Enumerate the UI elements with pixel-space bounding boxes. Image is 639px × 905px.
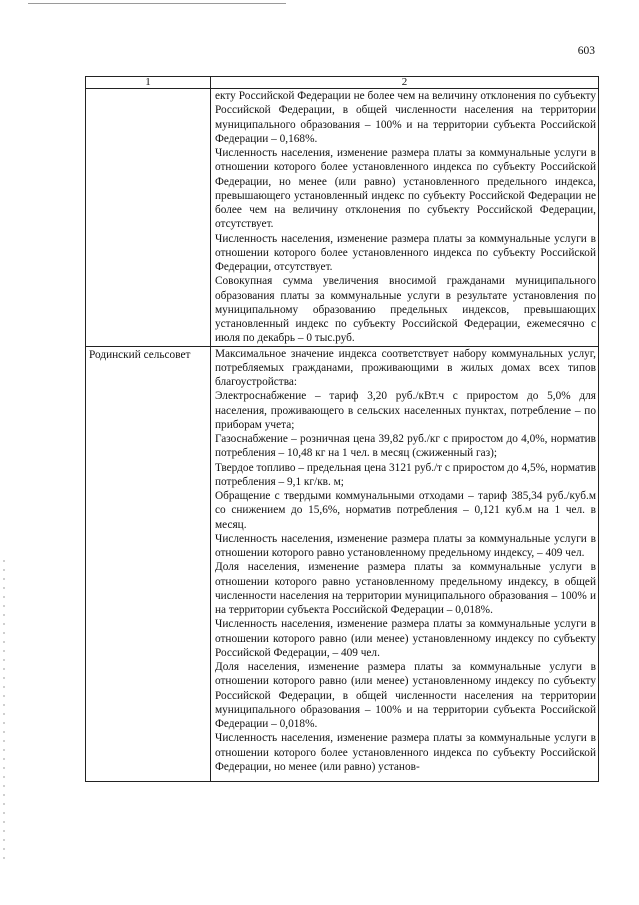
paragraph: Совокупная сумма увеличения вносимой гражданами муниципального образования платы за коммунальные услуги в результате установления по муниципальному образованию предельных индексов, превышающих установленный индекс по субъекту Российской Федерации, ежемесячно с июля по декабрь – 0 тыс.руб. xyxy=(215,275,596,345)
paragraph: Численность населения, изменение размера платы за коммунальные услуги в отношении которого более установленного индекса по субъекту Российской Федерации, отсутствует. xyxy=(215,232,596,273)
header-cell-1: 1 xyxy=(86,77,211,89)
table-row xyxy=(86,89,599,347)
row-content xyxy=(211,346,599,782)
paragraph: Численность населения, изменение размера платы за коммунальные услуги в отношении которого более установленного индекса по субъекту Российской Федерации, но менее (или равно) установленного предельного индекса, превышающего установленный индекс по субъекту Российской Федерации не более чем на величину отклонения по субъекту Российской Федерации, отсутствует. xyxy=(215,147,596,231)
row-content xyxy=(211,89,599,347)
paragraph: Численность населения, изменение размера платы за коммунальные услуги в отношении которого равно (или менее) установленному индексу по субъекту Российской Федерации, – 409 чел. xyxy=(215,618,596,659)
table-row xyxy=(86,346,599,782)
paragraph: Максимальное значение индекса соответствует набору коммунальных услуг, потребляемых гражданами, проживающими в жилых домах всех типов благоустройства: xyxy=(215,347,596,388)
header-cell-2: 2 xyxy=(211,77,599,89)
paragraph: Твердое топливо – предельная цена 3121 руб./т с приростом до 4,5%, норматив потребления – 9,1 кг/кв. м; xyxy=(215,461,596,488)
row-label xyxy=(86,89,211,347)
paragraph: Доля населения, изменение размера платы за коммунальные услуги в отношении которого равно (или менее) установленному индексу по субъекту Российской Федерации, в общей численности населения на территории муниципального образования – 100% и на территории субъекта Российской Федерации – 0,018%. xyxy=(215,661,596,730)
document-table xyxy=(85,76,599,782)
page-number: 603 xyxy=(577,45,595,57)
paragraph: Электроснабжение – тариф 3,20 руб./кВт.ч с приростом до 5,0% для населения, проживающего в сельских населенных пунктах, потребление – по приборам учета; xyxy=(215,390,596,431)
top-rule xyxy=(28,3,286,4)
paragraph: Газоснабжение – розничная цена 39,82 руб./кг с приростом до 4,0%, норматив потребления – 10,48 кг на 1 чел. в месяц (сжиженный газ); xyxy=(215,433,596,460)
paragraph: Доля населения, изменение размера платы за коммунальные услуги в отношении которого равно установленному предельному индексу, в общей численности населения на территории муниципального образования – 100% и на территории субъекта Российской Федерации – 0,018%. xyxy=(215,561,596,616)
table-header-row xyxy=(86,77,599,89)
paragraph: екту Российской Федерации не более чем на величину отклонения по субъекту Российской Федерации, в общей численности населения на территории муниципального образования – 100% и на территории субъекта Российской Федерации – 0,168%. xyxy=(215,90,596,145)
paragraph: Численность населения, изменение размера платы за коммунальные услуги в отношении которого равно установленному предельному индексу, – 409 чел. xyxy=(215,532,596,559)
paragraph: Численность населения, изменение размера платы за коммунальные услуги в отношении которого более установленного индекса по субъекту Российской Федерации, но менее (или равно) установ- xyxy=(215,732,596,773)
scan-edge-marks xyxy=(3,560,5,860)
paragraph: Обращение с твердыми коммунальными отходами – тариф 385,34 руб./куб.м со снижением до 15,6%, норматив потребления – 0,121 куб.м на 1 чел. в месяц. xyxy=(215,490,596,531)
row-continues xyxy=(211,774,598,781)
row-label-rodinsky: Родинский сельсовет xyxy=(86,346,211,782)
